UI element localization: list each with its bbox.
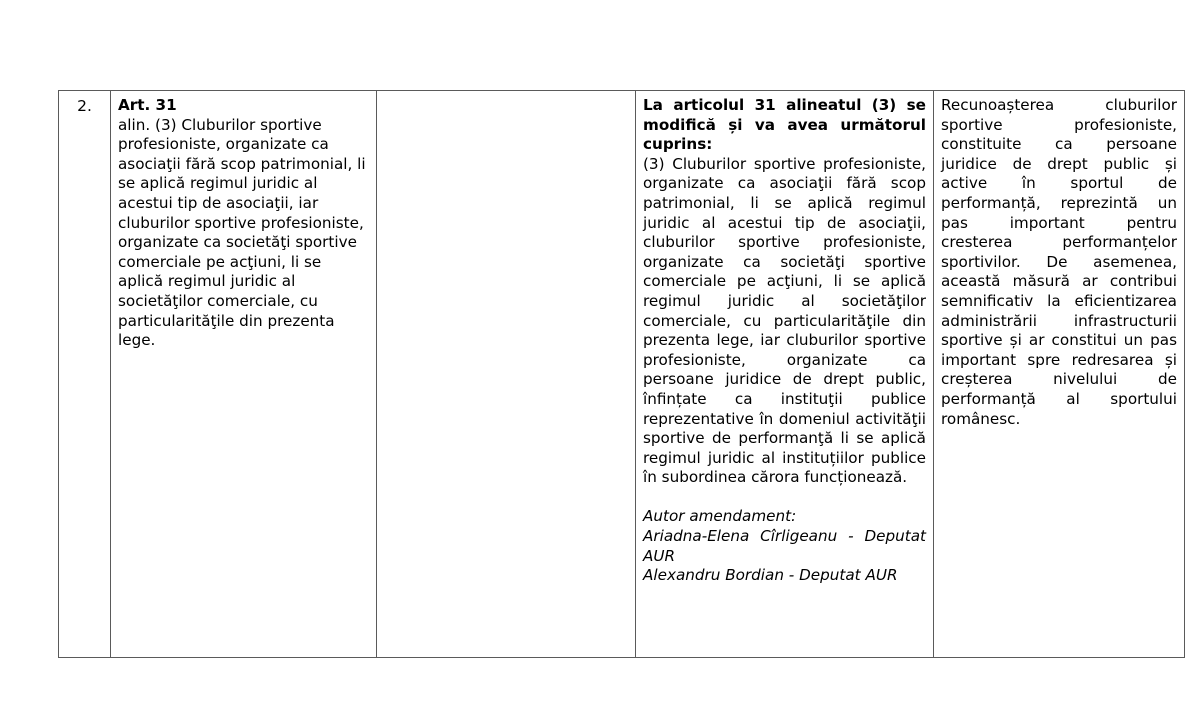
justification-text: Recunoașterea cluburilor sportive profesioniste, constituite ca persoane juridice de drept public și active în sportul de performanță, reprezintă un pas important pentru cresterea performanțelor sportivilor. De asemenea, această măsură ar contribui semnificativ la eficientizarea administrării infrastructurii sportive și ar constitui un pas important spre redresarea și creșterea nivelului de performanță al sportului românesc. [941, 96, 1177, 428]
cell-proposed-amendment [636, 91, 934, 658]
author-name-1: Ariadna-Elena Cîrligeanu - Deputat AUR [643, 527, 926, 565]
cell-empty-column [377, 91, 636, 658]
cell-current-legal-text [111, 91, 377, 658]
article-body-text: alin. (3) Cluburilor sportive profesioniste, organizate ca asociaţii fără scop patrimonial, li se aplică regimul juridic al acestui tip de asociaţii, iar cluburilor sportive profesioniste, organizate ca societăţi sportive comerciale pe acţiuni, li se aplică regimul juridic al societăţilor comerciale, cu particularităţile din prezenta lege. [118, 115, 366, 350]
amendment-body-text: (3) Cluburilor sportive profesioniste, organizate ca asociaţii fără scop patrimonial, li se aplică regimul juridic al acestui tip de asociaţii, cluburilor sportive profesioniste, organizate ca societăţi sportive comerciale pe acţiuni, li se aplică regimul juridic al societăţilor comerciale, cu particularităţile din prezenta lege, iar cluburilor sportive profesioniste, organizate ca persoane juridice de drept public, înfințate ca instituţii publice reprezentative în domeniul activităţii sportive de performanţă li se aplică regimul juridic al instituțiilor publice în subordinea cărora funcționează. [643, 154, 926, 487]
cell-justification [934, 91, 1185, 658]
amendment-author-block [643, 507, 926, 585]
amendment-lead-text: La articolul 31 alineatul (3) se modifică și va avea următorul cuprins: [643, 96, 926, 154]
row-number-value: 2. [77, 97, 92, 115]
article-heading: Art. 31 [118, 96, 177, 114]
table-row [59, 91, 1185, 658]
cell-row-number [59, 91, 111, 658]
amendment-table [58, 90, 1185, 658]
author-label: Autor amendament: [643, 507, 797, 526]
author-name-2: Alexandru Bordian - Deputat AUR [643, 566, 898, 585]
